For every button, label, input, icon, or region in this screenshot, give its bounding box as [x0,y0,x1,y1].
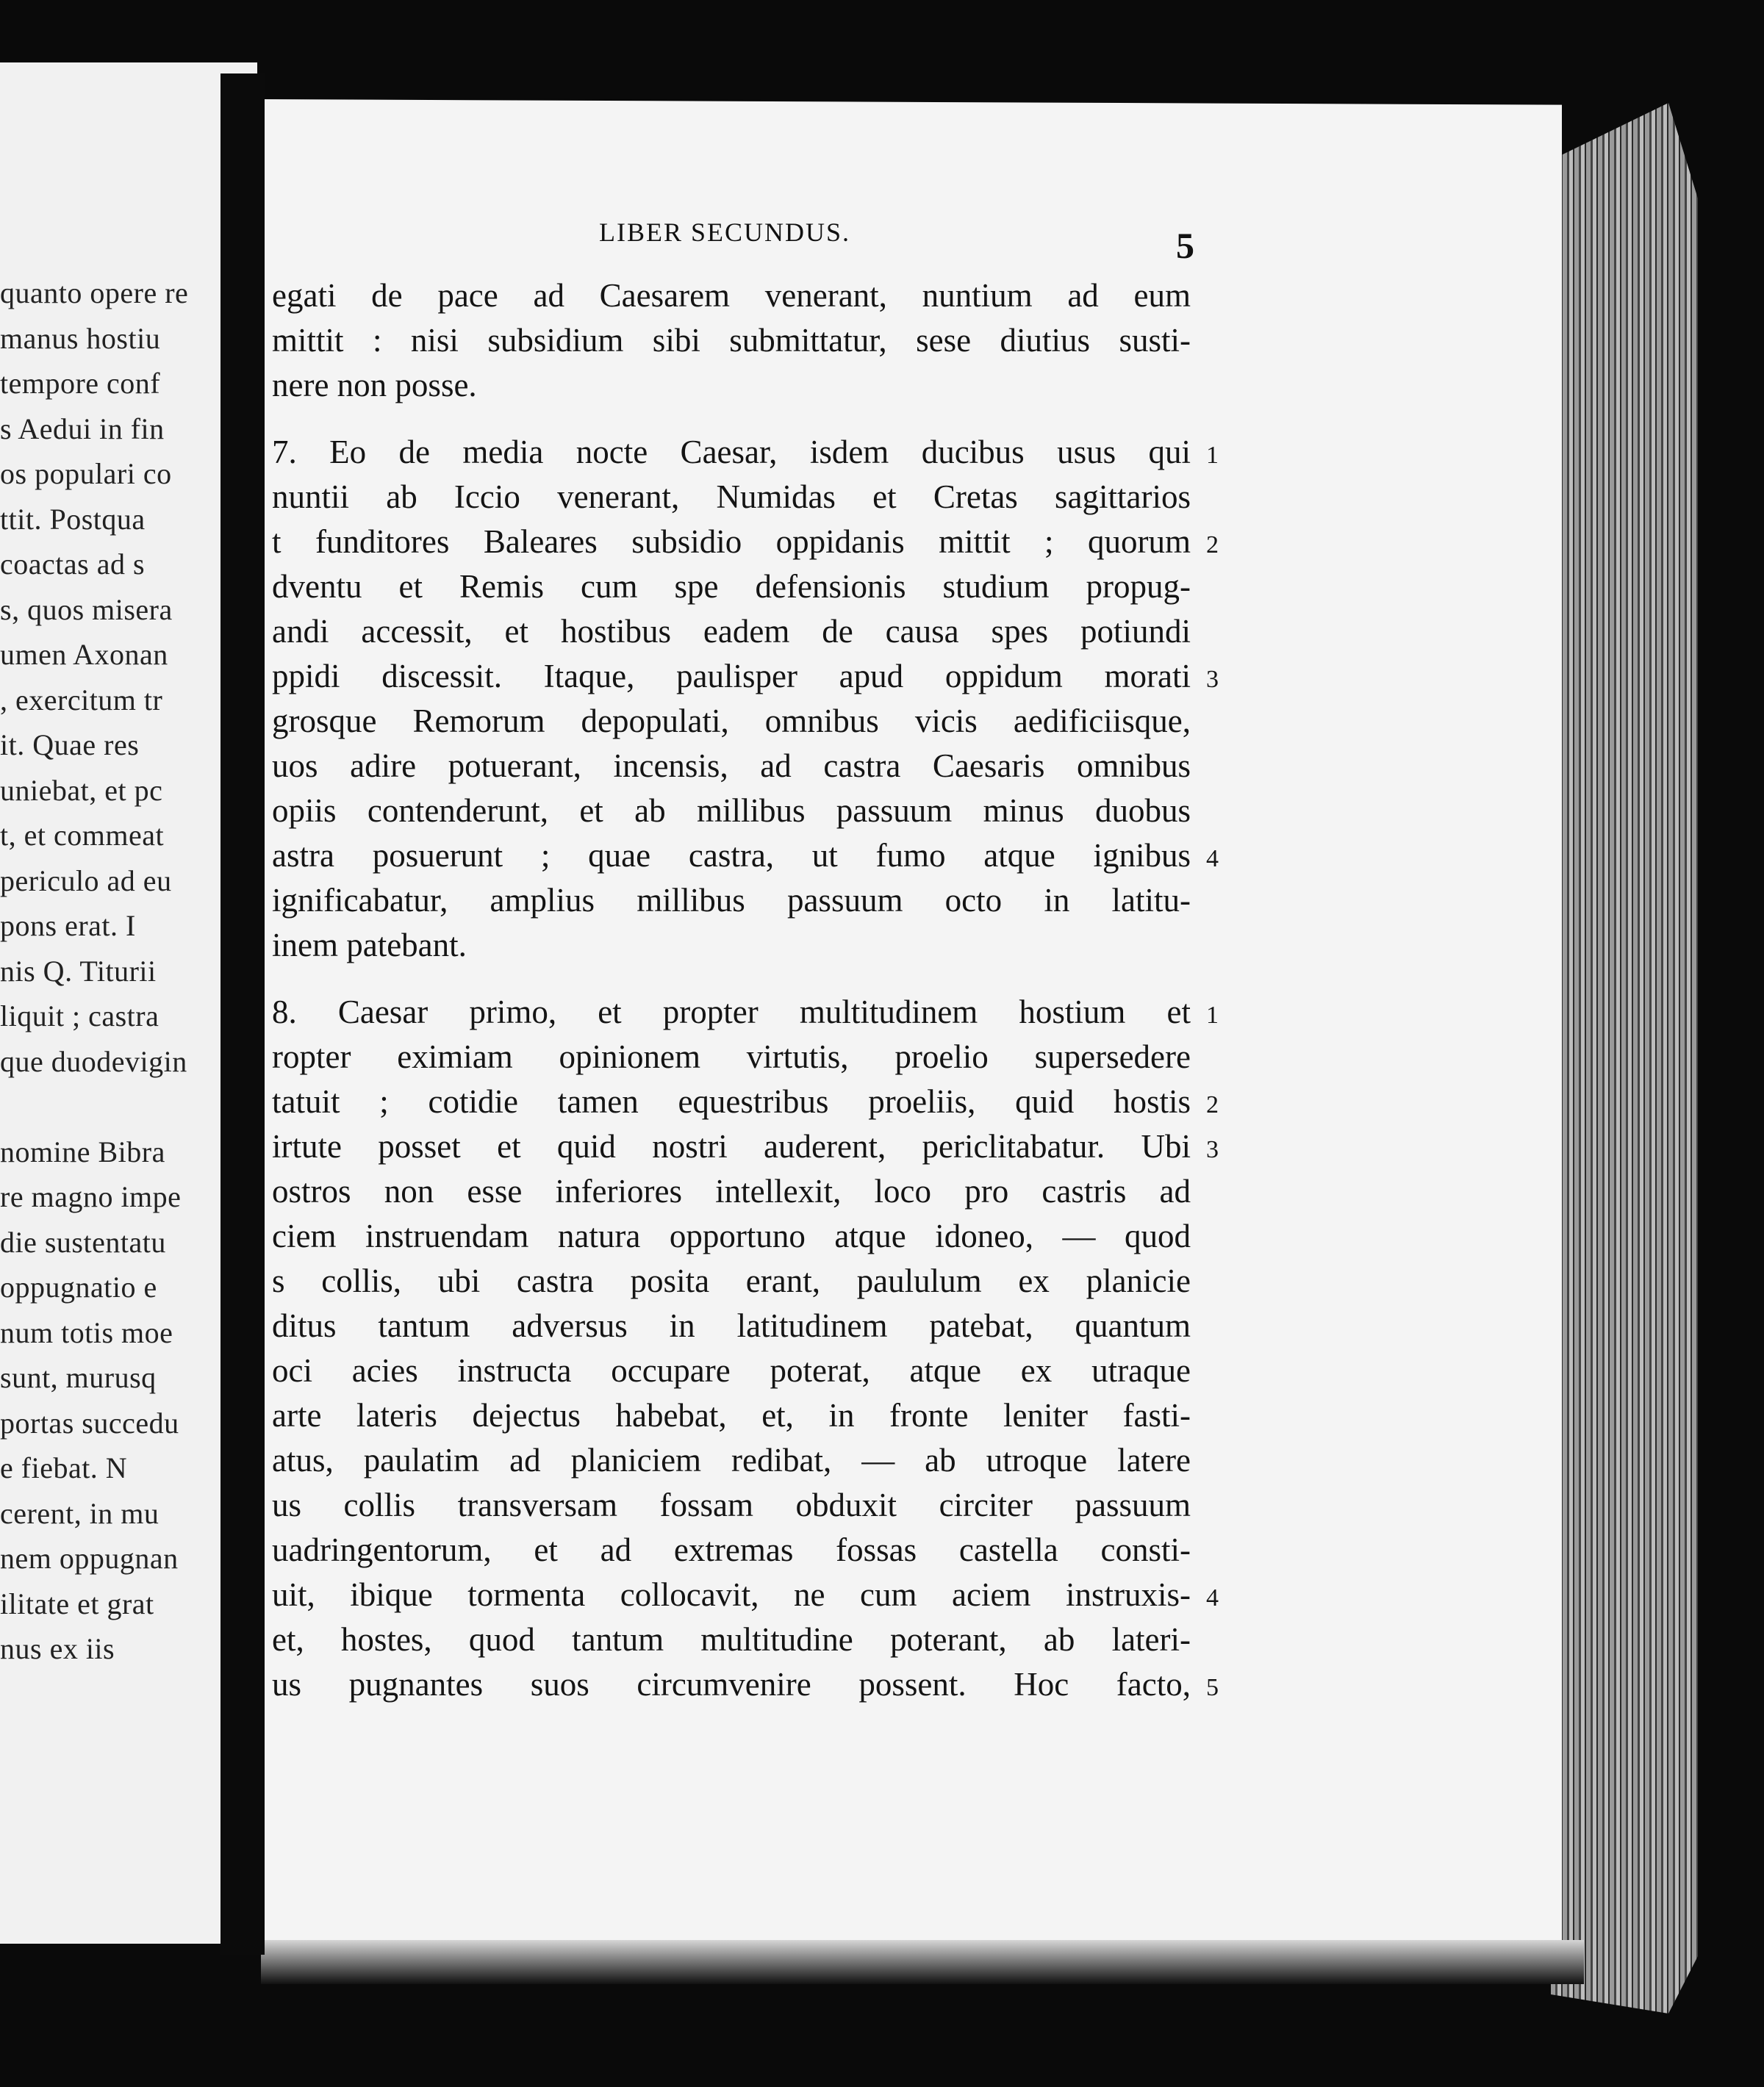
text-line [272,1261,1191,1301]
text-line [272,880,1191,921]
text-line-content: ppidi discessit. Itaque, paulisper apud oppidum morati [272,658,1191,694]
text-line-content: nere non posse. [272,367,477,403]
left-page [0,62,257,1944]
left-page-line: e fiebat. N [0,1451,128,1484]
sentence-number: 4 [1206,1584,1219,1612]
text-line-content: ciem instruendam natura opportuno atque idoneo, — quod [272,1218,1191,1254]
text-line-content: atus, paulatim ad planiciem redibat, — ab utroque latere [272,1442,1191,1479]
left-page-line: oppugnatio e [0,1271,157,1304]
left-page-line: quanto opere re [0,276,189,309]
text-line [272,1171,1191,1212]
sentence-number: 4 [1206,845,1219,872]
text-line [272,1127,1219,1167]
text-line [272,1037,1191,1077]
left-page-line: die sustentatu [0,1225,166,1259]
text-line [272,320,1191,361]
text-line-content: s collis, ubi castra posita erant, paululum ex planicie [272,1262,1191,1299]
left-page-line: coactas ad s [0,547,146,581]
text-line [272,1440,1191,1481]
left-page-line: portas succedu [0,1406,179,1440]
left-page-line: tempore conf [0,367,161,400]
text-line [272,656,1219,697]
text-line [272,1306,1191,1346]
text-line-content: dventu et Remis cum spe defensionis studium propug- [272,568,1191,605]
text-line-content: ropter eximiam opinionem virtutis, proelio supersedere [272,1038,1191,1075]
page-bottom-edge [261,1940,1584,1984]
left-page-line: nem oppugnan [0,1542,179,1575]
sentence-number: 2 [1206,1091,1219,1118]
sentence-number: 3 [1206,666,1219,693]
text-line-content: ditus tantum adversus in latitudinem patebat, quantum [272,1307,1191,1344]
text-line [272,365,1191,406]
text-line-content: ostros non esse inferiores intellexit, loco pro castris ad [272,1173,1191,1210]
text-line-content: mittit : nisi subsidium sibi submittatur, sese diutius susti- [272,322,1191,359]
left-page-line: cerent, in mu [0,1496,159,1530]
text-line [272,1351,1191,1391]
sentence-number: 3 [1206,1136,1219,1163]
left-page-line: s Aedui in fin [0,412,165,445]
left-page-line: sunt, murusq [0,1361,157,1394]
sentence-number: 1 [1206,1002,1219,1029]
left-page-line: nus ex iis [0,1632,115,1665]
left-page-line: it. Quae res [0,728,140,761]
running-head: LIBER SECUNDUS. [599,218,851,247]
text-line-content: irtute posset et quid nostri auderent, periclitabatur. Ubi [272,1128,1191,1165]
left-page-line: s, quos misera [0,592,173,626]
text-line [272,1620,1191,1660]
text-line-content: 7. Eo de media nocte Caesar, isdem ducibus usus qui [272,434,1191,470]
text-line [272,836,1219,876]
text-line-content: uit, ibique tormenta collocavit, ne cum aciem instruxis- [272,1576,1191,1613]
text-line-content: egati de pace ad Caesarem venerant, nuntium ad eum [272,277,1191,314]
text-line [272,1664,1219,1705]
text-line [272,992,1219,1032]
text-line-content: inem patebant. [272,927,467,963]
sentence-number: 5 [1206,1674,1219,1701]
text-line [272,432,1219,473]
left-page-line: nis Q. Titurii [0,954,157,988]
text-line-content: uadringentorum, et ad extremas fossas castella consti- [272,1531,1191,1568]
left-page-line: , exercitum tr [0,683,163,716]
text-line [272,567,1191,607]
text-line [272,1082,1219,1122]
text-line [272,611,1191,652]
text-line [272,1530,1191,1570]
left-page-line: re magno impe [0,1180,182,1213]
text-line [272,522,1219,562]
left-page-line: ilitate et grat [0,1587,154,1620]
text-line-content: us collis transversam fossam obduxit circiter passuum [272,1487,1191,1523]
left-page-line: liquit ; castra [0,999,159,1032]
text-line [272,276,1191,316]
left-page-line: nomine Bibra [0,1135,165,1168]
text-line [272,746,1191,786]
sentence-number: 2 [1206,531,1219,558]
left-page-line: pons erat. I [0,909,136,942]
text-line [272,701,1191,741]
text-line-content: andi accessit, et hostibus eadem de causa spes potiundi [272,613,1191,650]
text-line-content: astra posuerunt ; quae castra, ut fumo atque ignibus [272,837,1191,874]
text-line-content: grosque Remorum depopulati, omnibus vicis aedificiisque, [272,703,1191,739]
text-line [272,791,1191,831]
text-line-content: t funditores Baleares subsidio oppidanis mittit ; quorum [272,523,1191,560]
left-page-line: os populari co [0,457,172,490]
left-page-line: t, et commeat [0,819,165,852]
text-line [272,1395,1191,1436]
left-page-line: ttit. Postqua [0,502,146,536]
text-line-content: uos adire potuerant, incensis, ad castra Caesaris omnibus [272,747,1191,784]
left-page-line: umen Axonan [0,638,168,671]
page-edges [1551,103,1698,2014]
text-line-content: opiis contenderunt, et ab millibus passuum minus duobus [272,792,1191,829]
sentence-number: 1 [1206,442,1219,469]
text-line-content: oci acies instructa occupare poterat, atque ex utraque [272,1352,1191,1389]
left-page-line: periculo ad eu [0,863,172,897]
text-line [272,1485,1191,1526]
text-line-content: us pugnantes suos circumvenire possent. Hoc facto, [272,1666,1191,1703]
text-line-content: ignificabatur, amplius millibus passuum octo in latitu- [272,882,1191,919]
text-line [272,477,1191,517]
text-line [272,1216,1191,1257]
left-page-line: uniebat, et pc [0,773,163,807]
left-page-line: manus hostiu [0,321,161,355]
text-line-content: nuntii ab Iccio venerant, Numidas et Cretas sagittarios [272,478,1191,515]
text-line [272,1575,1219,1615]
text-line-content: 8. Caesar primo, et propter multitudinem hostium et [272,994,1191,1030]
left-page-line: num totis moe [0,1315,173,1349]
text-line [272,925,1191,966]
page-number: 5 [1176,225,1194,266]
book-gutter [220,73,265,1955]
left-page-line: que duodevigin [0,1044,187,1078]
text-line-content: arte lateris dejectus habebat, et, in fronte leniter fasti- [272,1397,1191,1434]
text-line-content: tatuit ; cotidie tamen equestribus proeliis, quid hostis [272,1083,1191,1120]
text-line-content: et, hostes, quod tantum multitudine poterant, ab lateri- [272,1621,1191,1658]
